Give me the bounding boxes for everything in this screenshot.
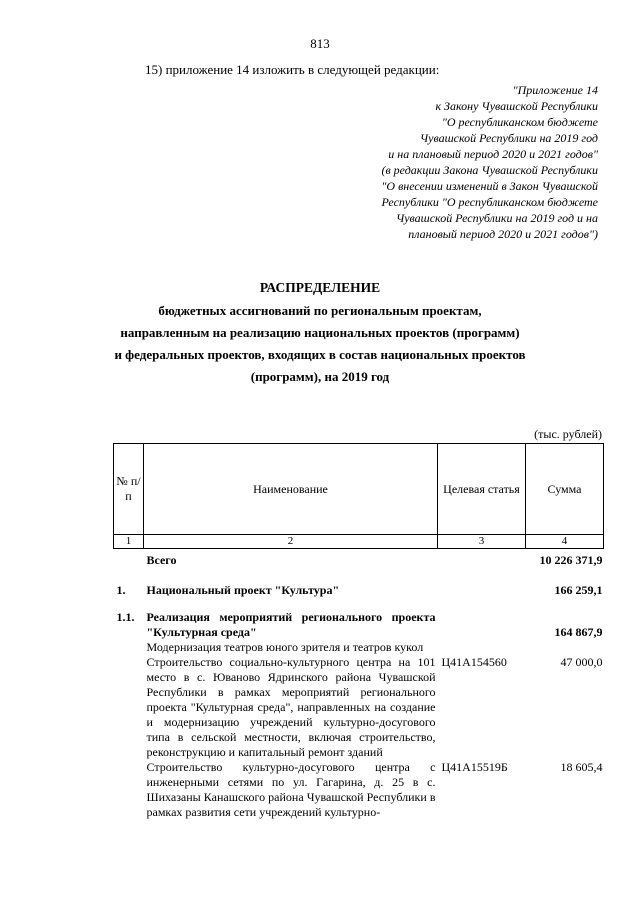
header-sum: Сумма (526, 444, 604, 535)
amendment-instruction: 15) приложение 14 изложить в следующей редакции: (145, 62, 440, 77)
column-number: 2 (144, 535, 438, 549)
total-label: Всего (146, 553, 177, 567)
appendix-heading-line: "О внесении изменений в Закон Чувашской (381, 179, 598, 193)
table-row (114, 640, 604, 655)
table-row (114, 760, 604, 820)
appendix-heading-line: к Закону Чувашской Республики (435, 99, 598, 113)
appendix-heading-line: плановый период 2020 и 2021 годов") (408, 227, 598, 241)
header-number: № п/п (114, 444, 144, 535)
total-row (114, 549, 604, 574)
subsection-row (114, 604, 604, 640)
units-note: (тыс. рублей) (534, 427, 602, 441)
subtitle-line: и федеральных проектов, входящих в состав национальных проектов (114, 347, 526, 362)
subsection-name: Реализация мероприятий регионального проекта "Культурная среда" (146, 610, 436, 639)
page-number: 813 (310, 36, 330, 51)
appendix-heading-line: Республики "О республиканском бюджете (381, 195, 598, 209)
appendix-heading-line: Чувашской Республики на 2019 год (419, 131, 598, 145)
row-sum: 18 605,4 (560, 760, 603, 774)
row-code (438, 640, 526, 655)
section-name: Национальный проект "Культура" (146, 583, 340, 597)
row-code: Ц41А154560 (441, 655, 507, 669)
document-subtitle (0, 300, 640, 388)
row-sum: 47 000,0 (560, 655, 603, 669)
total-sum: 10 226 371,9 (539, 553, 603, 567)
row-name: Строительство социально-культурного центра на 101 место в с. Юваново Ядринского района Чувашской Республики в рамках мероприятий регионального проекта "Культурная среда", направленных на создание и модернизацию учреждений культурно-досугового типа в сельской местности, включая строительство, реконструкцию и капитальный ремонт зданий (146, 655, 436, 759)
budget-table (113, 443, 604, 820)
row-sum (526, 640, 604, 655)
document-title: РАСПРЕДЕЛЕНИЕ (259, 280, 381, 295)
appendix-heading-line: "О республиканском бюджете (441, 115, 598, 129)
table-row (114, 655, 604, 760)
section-row (114, 573, 604, 604)
subsection-sum: 164 867,9 (554, 625, 603, 639)
appendix-heading (300, 82, 598, 242)
table-header-row (114, 444, 604, 535)
subtitle-line: направленным на реализацию национальных проектов (программ) (120, 325, 520, 340)
appendix-heading-line: (в редакции Закона Чувашской Республики (381, 163, 598, 177)
appendix-heading-line: "Приложение 14 (512, 83, 598, 97)
column-number-row (114, 535, 604, 549)
appendix-heading-line: и на плановый период 2020 и 2021 годов" (388, 147, 598, 161)
section-sum: 166 259,1 (554, 583, 603, 597)
row-code: Ц41А15519Б (441, 760, 508, 774)
appendix-heading-line: Чувашской Республики на 2019 год и на (395, 211, 598, 225)
column-number: 1 (114, 535, 144, 549)
header-name: Наименование (144, 444, 438, 535)
subtitle-line: бюджетных ассигнований по региональным проектам, (158, 303, 482, 318)
subtitle-line: (программ), на 2019 год (250, 369, 390, 384)
subsection-number: 1.1. (116, 610, 135, 624)
row-name: Строительство культурно-досугового центра с инженерными сетями по ул. Гагарина, д. 25 в с. Шихазаны Канашского района Чувашской Республики в рамках развития сети учреждений культурно- (146, 760, 436, 819)
column-number: 4 (526, 535, 604, 549)
row-name: Модернизация театров юного зрителя и театров кукол (146, 640, 424, 654)
section-number: 1. (116, 583, 126, 597)
column-number: 3 (438, 535, 526, 549)
header-code: Целевая статья (438, 444, 526, 535)
